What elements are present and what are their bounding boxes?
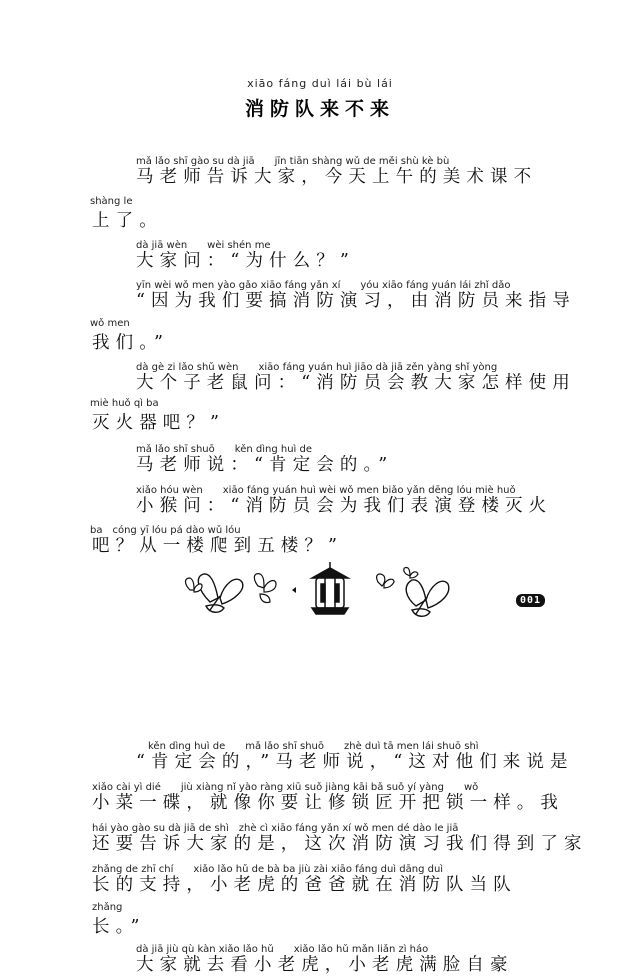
pinyin-line: dà jiā jiù qù kàn xiǎo lǎo hǔ xiǎo lǎo hǔ mǎn liǎn zì háo [136,944,429,955]
pinyin-line: xiǎo hóu wèn xiāo fáng yuán huì wèi wǒ men biǎo yǎn dēng lóu miè huǒ [136,485,516,496]
butterfly-icon [406,580,449,616]
text-line: 上了。 [92,211,163,231]
text-line: 长。” [92,917,146,937]
text-line: “因为我们要搞消防演习，由消防员来指导 [136,291,576,311]
pinyin-line: zhǎng [92,902,123,913]
butterfly-icon [377,574,394,588]
pinyin-line: wǒ men [90,318,130,329]
pinyin-line: zhǎng de zhī chí xiǎo lǎo hǔ de bà ba jiù zài xiāo fáng duì dāng duì [92,864,444,875]
text-line: 还要告诉大家的是，这次消防演习我们得到了家 [92,834,588,854]
butterfly-icon [254,574,276,603]
pinyin-line: dà jiā wèn wèi shén me [136,240,271,251]
butterfly-icon [198,574,242,612]
pinyin-line: kěn dìng huì de mǎ lǎo shī shuō zhè duì tā men lái shuō shì [148,741,479,752]
pinyin-line: xiǎo cài yì dié jiù xiàng nǐ yào ràng xiū suǒ jiàng kāi bǎ suǒ yí yàng wǒ [92,782,479,793]
butterfly-lantern-illustration [180,560,460,620]
pinyin-line: mǎ lǎo shī shuō kěn dìng huì de [136,444,312,455]
text-line: 灭火器吧？” [92,413,226,433]
pinyin-line: shàng le [90,196,133,207]
title-pinyin: xiāo fáng duì lái bù lái [247,77,393,90]
text-line: 大家问：“为什么？” [136,251,355,271]
pinyin-line: ba cóng yī lóu pá dào wǔ lóu [90,525,241,536]
text-line: “肯定会的，”马老师说，“这对他们来说是 [136,752,574,772]
text-line: 马老师告诉大家，今天上午的美术课不 [136,167,538,187]
pinyin-line: hái yào gào su dà jiā de shì zhè cì xiāo fáng yǎn xí wǒ men dé dào le jiā [92,823,459,834]
lantern-icon [312,562,348,614]
pinyin-line: miè huǒ qì ba [90,398,159,409]
pinyin-line: yīn wèi wǒ men yào gǎo xiāo fáng yǎn xí yóu xiāo fáng yuán lái zhǐ dǎo [136,280,511,291]
text-line: 小猴问：“消防员会为我们表演登楼灭火 [136,496,553,516]
text-line: 我们。” [92,333,170,353]
pinyin-line: mǎ lǎo shī gào su dà jiā jīn tiān shàng wǔ de měi shù kè bù [136,156,450,167]
text-line: 长的支持，小老虎的爸爸就在消防队当队 [92,875,517,895]
text-line: 大家就去看小老虎，小老虎满脸自豪 [136,955,514,975]
text-line: 马老师说：“肯定会的。” [136,455,394,475]
text-line: 大个子老鼠问：“消防员会教大家怎样使用 [136,373,576,393]
butterfly-icon [404,567,418,578]
page-number: 001 [516,594,545,607]
text-line: 小菜一碟，就像你要让修锁匠开把锁一样。我 [92,793,564,813]
pinyin-line: dà gè zi lǎo shǔ wèn xiāo fáng yuán huì jiāo dà jiā zěn yàng shǐ yòng [136,362,498,373]
text-line: 吧？从一楼爬到五楼？” [92,536,344,556]
page-title: 消防队来不来 [244,98,395,120]
butterfly-icon [292,587,296,593]
